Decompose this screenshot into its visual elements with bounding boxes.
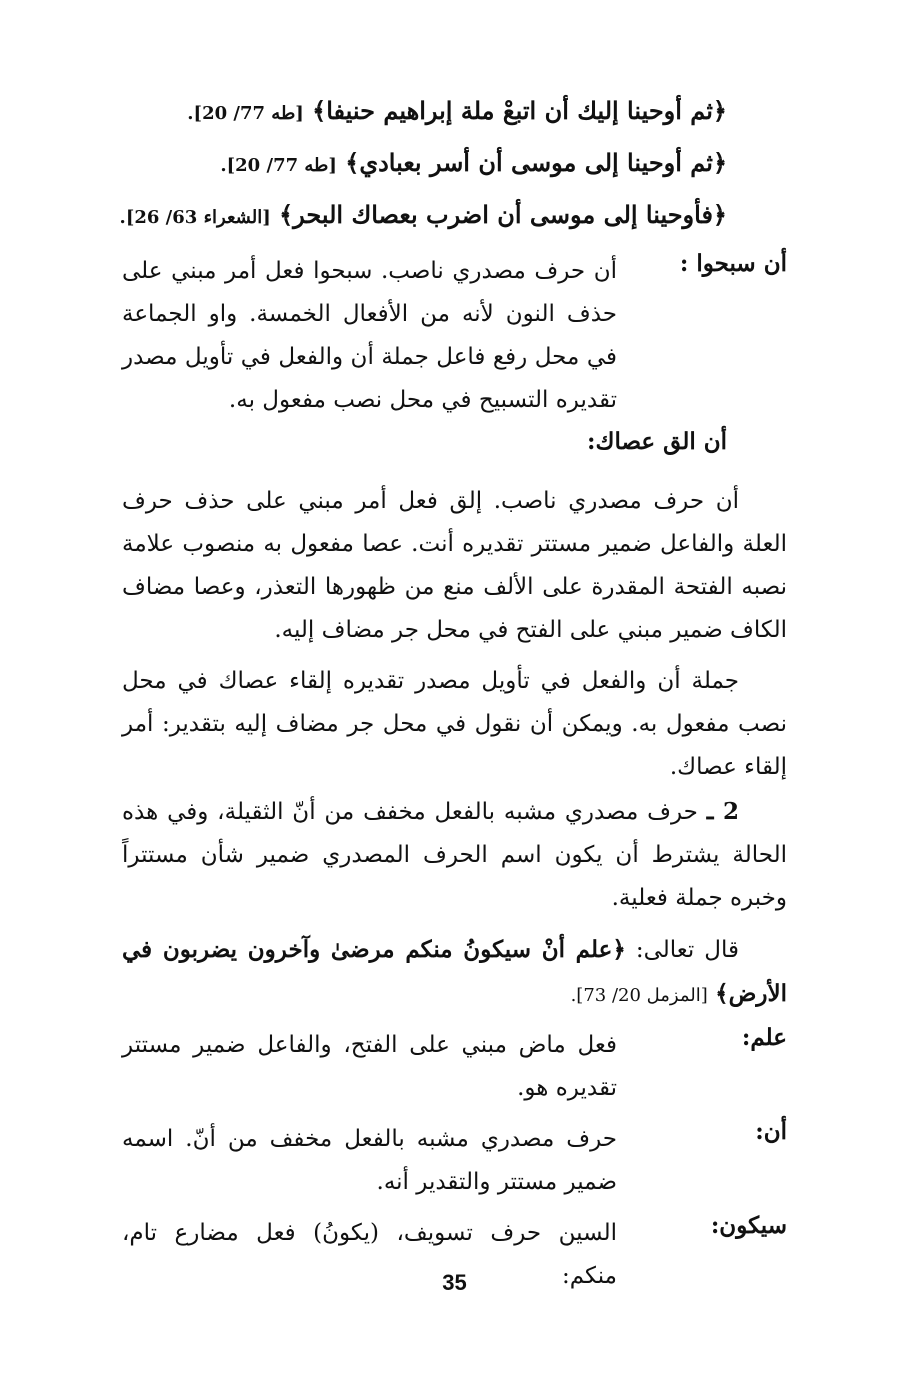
definition-term: أن:: [755, 1118, 787, 1145]
definition-sabbihu: [122, 250, 787, 430]
paragraph-1: [122, 480, 787, 652]
verse-line-2: [220, 148, 727, 177]
paragraph-body: حرف مصدري مشبه بالفعل مخفف من أنّ الثقيلة، وفي هذه الحالة يشترط أن يكون اسم الحرف المصدري ضمير شأن مستتراً وخبره جملة فعلية.: [122, 799, 787, 911]
quote-intro: قال تعالى:: [625, 937, 739, 963]
page-number: 35: [442, 1270, 467, 1295]
definition-body: أن حرف مصدري ناصب. سبحوا فعل أمر مبني على حذف النون لأنه من الأفعال الخمسة. واو الجماعة في محل رفع فاعل جملة أن والفعل في تأويل مصدر تقديره التسبيح في محل نصب مفعول به.: [122, 258, 617, 413]
verse-reference: [طه 77/ 20].: [220, 155, 337, 176]
definition-body: السين حرف تسويف، (يكونُ) فعل مضارع تام، منكم:: [122, 1220, 617, 1289]
verse-reference: [المزمل 20/ 73].: [570, 985, 708, 1006]
verse-line-3: [120, 200, 727, 229]
paragraph-text: [122, 790, 787, 920]
item-number: 2 ـ: [706, 798, 740, 825]
paragraph-2: [122, 660, 787, 789]
verse-reference: [الشعراء 63/ 26].: [119, 207, 271, 228]
definition-term: أن سبحوا :: [679, 250, 787, 277]
definition-alima: [122, 1024, 787, 1114]
definition-body: فعل ماض مبني على الفتح، والفاعل ضمير مستتر تقديره هو.: [122, 1032, 617, 1101]
definition-an: [122, 1118, 787, 1208]
paragraph-text: [122, 928, 787, 1017]
definition-term: علم:: [741, 1024, 787, 1051]
paragraph-text: جملة أن والفعل في تأويل مصدر تقديره إلقاء عصاك في محل نصب مفعول به. ويمكن أن نقول في محل جر مضاف إليه بتقدير: أمر إلقاء عصاك.: [122, 668, 787, 780]
verse-text: ﴿فأوحينا إلى موسى أن اضرب بعصاك البحر﴾: [279, 200, 727, 229]
verse-reference: [طه 77/ 20].: [187, 103, 304, 124]
verse-text: ﴿ثم أوحينا إليك أن اتبعْ ملة إبراهيم حنيفا﴾: [312, 96, 727, 125]
quoted-verse: ﴿علم أنْ سيكونُ منكم مرضىٰ وآخرون يضربون في الأرض﴾: [122, 936, 787, 1007]
paragraph-4: [122, 928, 787, 1017]
section-heading: أن الق عصاك:: [587, 428, 727, 455]
verse-text: ﴿ثم أوحينا إلى موسى أن أسر بعبادي﴾: [345, 148, 727, 177]
verse-line-1: [187, 96, 727, 125]
paragraph-text: أن حرف مصدري ناصب. إلق فعل أمر مبني على حذف حرف العلة والفاعل ضمير مستتر تقديره أنت. عصا مفعول به منصوب علامة نصبه الفتحة المقدرة على الألف منع من ظهورها التعذر، وعصا مضاف الكاف ضمير مبني على الفتح في محل جر مضاف إليه.: [122, 488, 787, 643]
definition-body: حرف مصدري مشبه بالفعل مخفف من أنّ. اسمه ضمير مستتر والتقدير أنه.: [122, 1126, 617, 1195]
paragraph-3: [122, 790, 787, 920]
definition-term: سيكون:: [710, 1212, 787, 1239]
